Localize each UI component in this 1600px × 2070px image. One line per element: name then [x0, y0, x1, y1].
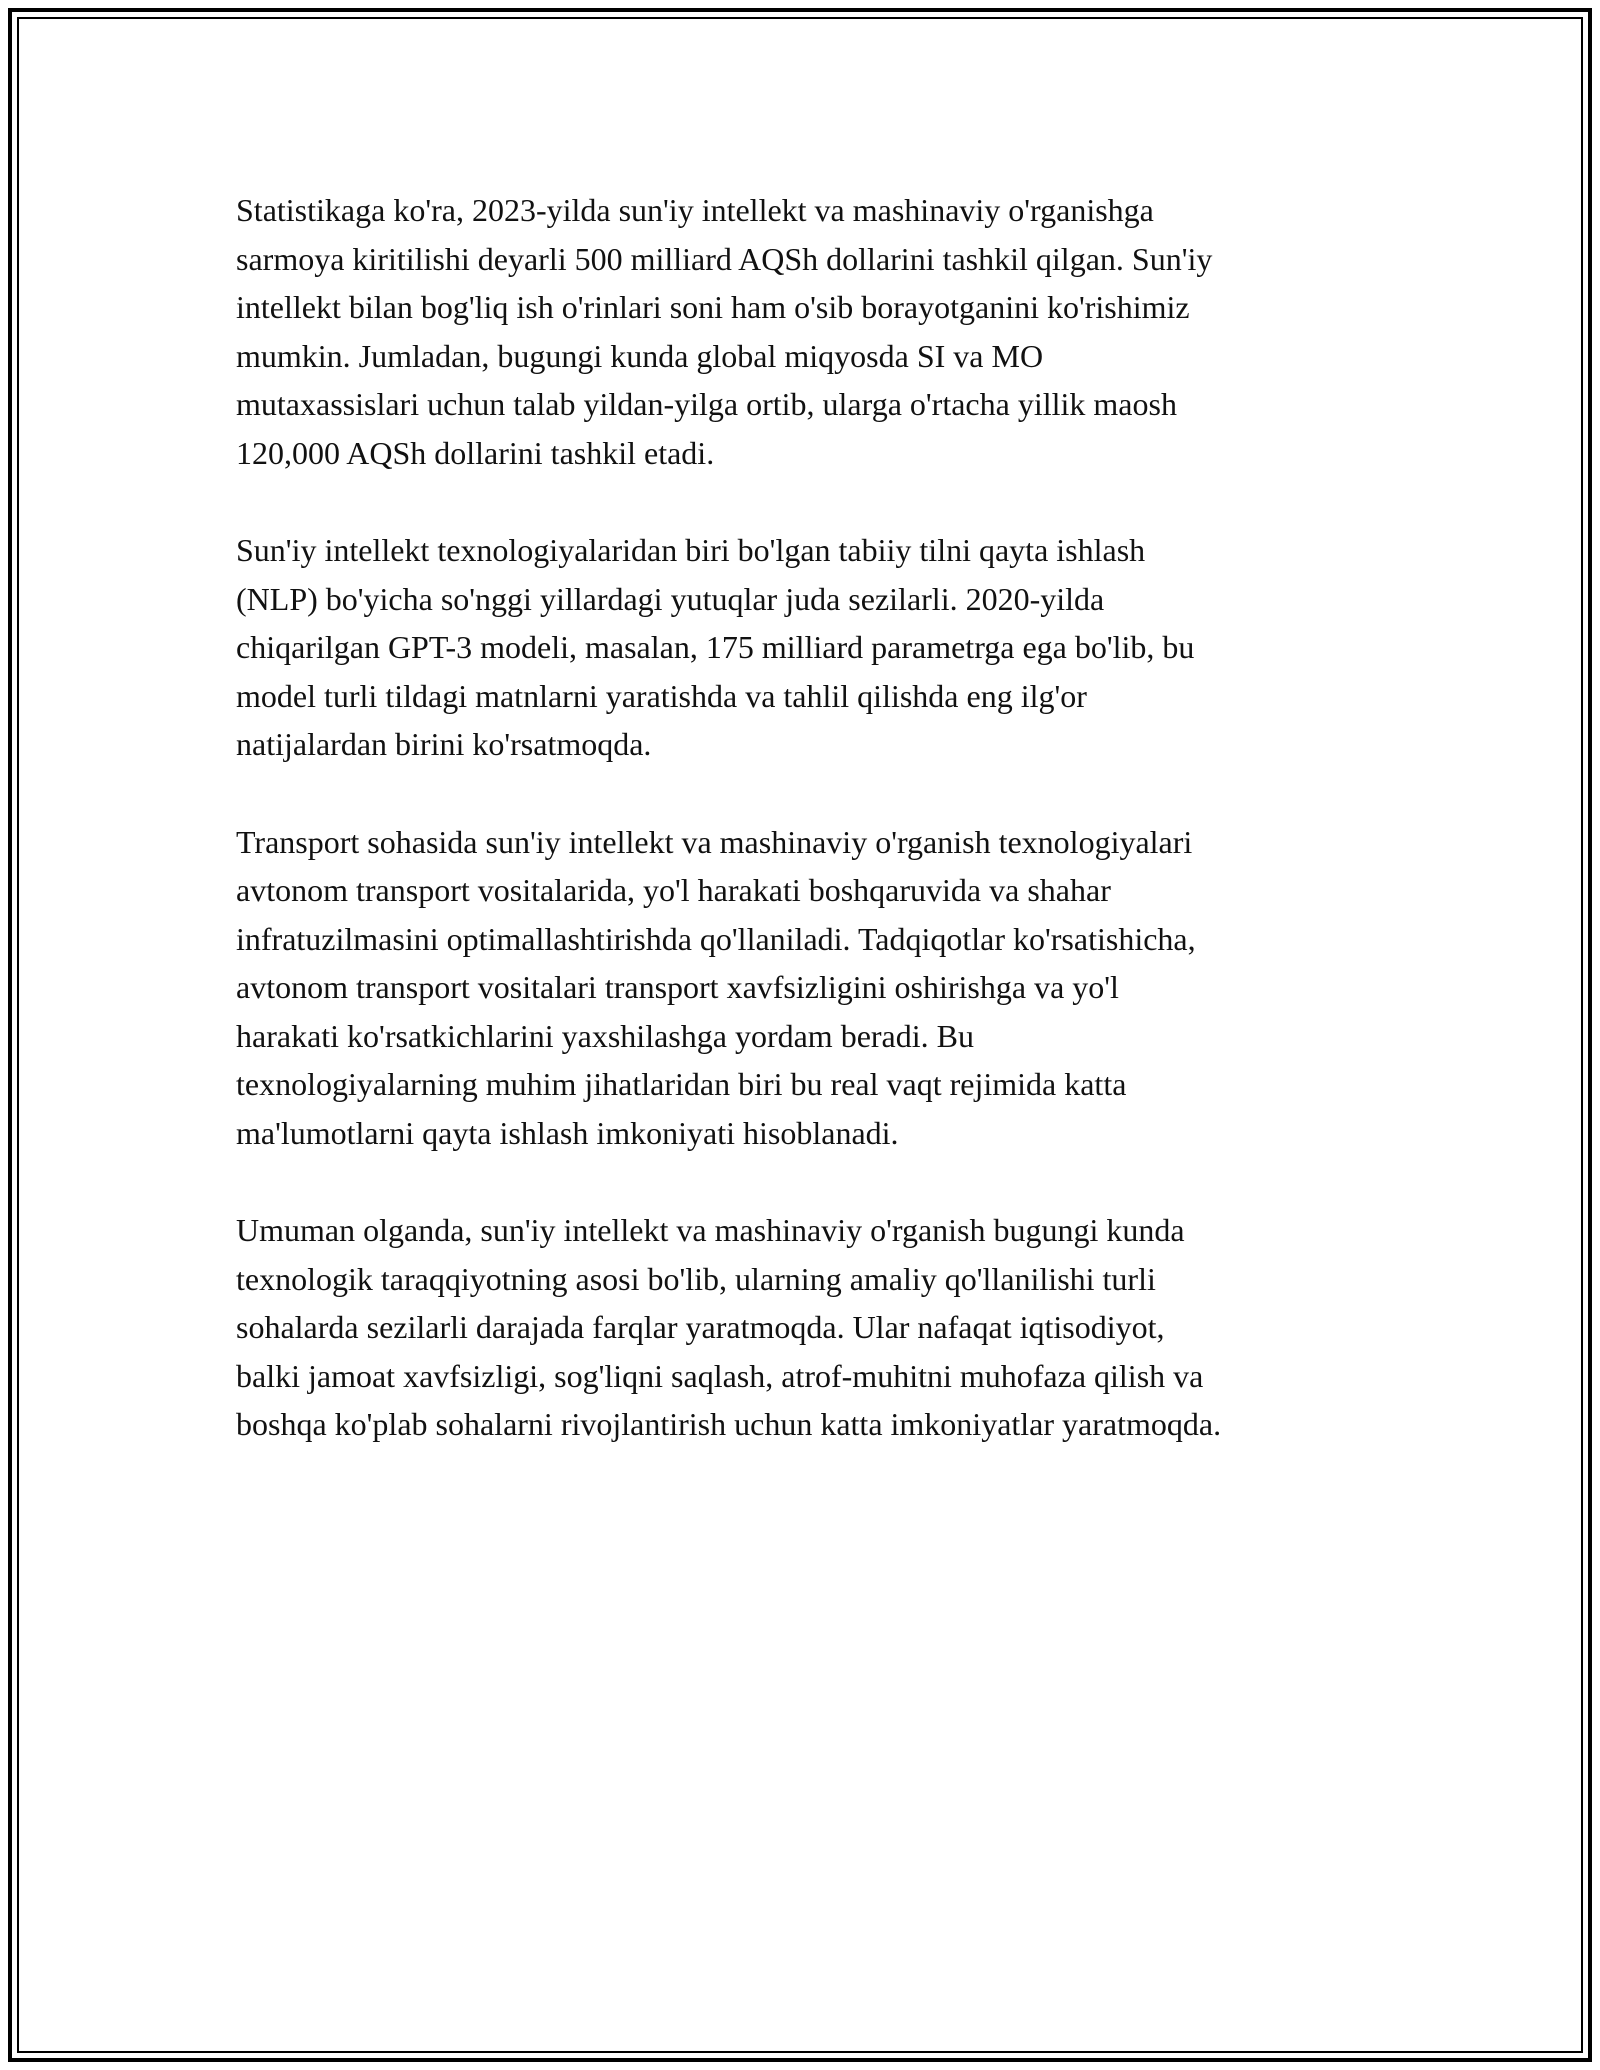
- paragraph-line: ma'lumotlarni qayta ishlash imkoniyati hisoblanadi.: [236, 1114, 899, 1151]
- paragraph-line: Sun'iy intellekt texnologiyalaridan biri bo'lgan tabiiy tilni qayta ishlash: [236, 532, 1146, 568]
- document-body: [236, 186, 1376, 1498]
- paragraph-line: avtonom transport vositalari transport xavfsizligini oshirishga va yo'l: [236, 969, 1119, 1005]
- paragraph-line: intellekt bilan bog'liq ish o'rinlari soni ham o'sib borayotganini ko'rishimiz: [236, 289, 1190, 325]
- paragraph-2: [236, 526, 1376, 769]
- paragraph-line: natijalardan birini ko'rsatmoqda.: [236, 726, 652, 762]
- paragraph-line: sarmoya kiritilishi deyarli 500 milliard AQSh dollarini tashkil qilgan. Sun'iy: [236, 240, 1213, 277]
- paragraph-line: harakati ko'rsatkichlarini yaxshilashga yordam beradi. Bu: [236, 1017, 974, 1054]
- paragraph-line: model turli tildagi matnlarni yaratishda va tahlil qilishda eng ilg'or: [236, 677, 1087, 714]
- paragraph-line: chiqarilgan GPT-3 modeli, masalan, 175 milliard parametrga ega bo'lib, bu: [236, 629, 1195, 665]
- paragraph-line: sohalarda sezilarli darajada farqlar yaratmoqda. Ular nafaqat iqtisodiyot,: [236, 1309, 1165, 1345]
- paragraph-line: Transport sohasida sun'iy intellekt va mashinaviy o'rganish texnologiyalari: [236, 823, 1193, 860]
- paragraph-line: mutaxassislari uchun talab yildan-yilga ortib, ularga o'rtacha yillik maosh: [236, 386, 1177, 422]
- paragraph-line: avtonom transport vositalarida, yo'l harakati boshqaruvida va shahar: [236, 872, 1111, 908]
- paragraph-line: Statistikaga ko'ra, 2023-yilda sun'iy intellekt va mashinaviy o'rganishga: [236, 192, 1154, 228]
- paragraph-line: boshqa ko'plab sohalarni rivojlantirish uchun katta imkoniyatlar yaratmoqda.: [236, 1406, 1222, 1442]
- paragraph-line: balki jamoat xavfsizligi, sog'liqni saqlash, atrof-muhitni muhofaza qilish va: [236, 1357, 1204, 1394]
- paragraph-4: [236, 1206, 1376, 1449]
- paragraph-1: [236, 186, 1376, 477]
- paragraph-line: mumkin. Jumladan, bugungi kunda global miqyosda SI va MO: [236, 337, 1044, 374]
- paragraph-line: texnologiyalarning muhim jihatlaridan biri bu real vaqt rejimida katta: [236, 1066, 1127, 1102]
- paragraph-line: Umuman olganda, sun'iy intellekt va mashinaviy o'rganish bugungi kunda: [236, 1212, 1185, 1248]
- paragraph-line: (NLP) bo'yicha so'nggi yillardagi yutuqlar juda sezilarli. 2020-yilda: [236, 580, 1105, 617]
- paragraph-3: [236, 818, 1376, 1158]
- paragraph-line: infratuzilmasini optimallashtirishda qo'llaniladi. Tadqiqotlar ko'rsatishicha,: [236, 920, 1196, 957]
- paragraph-line: texnologik taraqqiyotning asosi bo'lib, ularning amaliy qo'llanilishi turli: [236, 1260, 1156, 1297]
- paragraph-line: 120,000 AQSh dollarini tashkil etadi.: [236, 434, 715, 471]
